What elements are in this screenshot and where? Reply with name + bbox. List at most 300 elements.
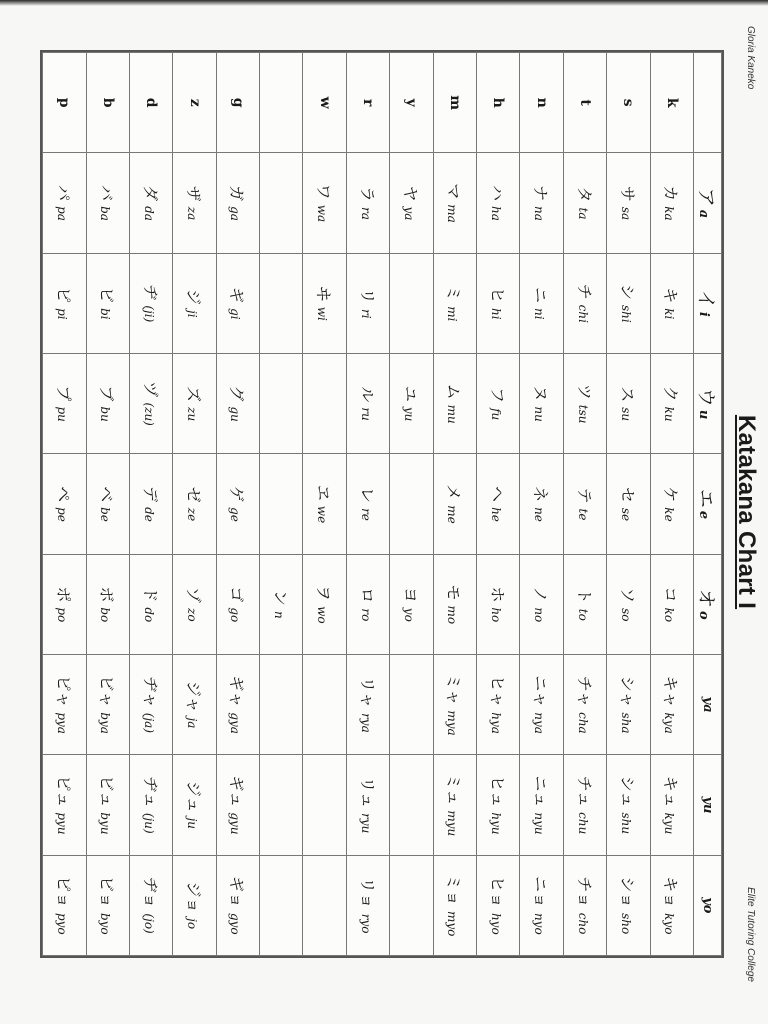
table-cell [43, 755, 87, 855]
cell-romaji: pu [54, 406, 69, 422]
row-header: d [129, 53, 172, 153]
table-cell [346, 855, 389, 955]
cell-romaji: sa [618, 206, 633, 221]
table-cell [390, 755, 433, 855]
table-cell [129, 654, 172, 754]
table-cell [477, 554, 520, 654]
table-cell [433, 554, 476, 654]
column-header-romaji: ya [700, 696, 715, 713]
table-row [129, 53, 172, 956]
cell-romaji: za [185, 206, 200, 221]
table-cell [303, 153, 346, 253]
cell-kana: チョ [574, 876, 594, 908]
column-header-a [694, 153, 722, 253]
cell-romaji: te [575, 508, 590, 521]
column-header-row [694, 53, 722, 956]
cell-romaji: ryu [358, 813, 373, 834]
table-cell [650, 353, 693, 453]
cell-romaji: me [445, 505, 460, 524]
cell-kana: ピュ [53, 775, 73, 808]
table-row [260, 53, 303, 956]
table-cell [607, 755, 650, 855]
table-cell [433, 153, 476, 253]
cell-romaji: gyu [228, 812, 243, 835]
cell-kana: ハ [487, 185, 507, 202]
table-cell [86, 353, 129, 453]
table-row [346, 53, 389, 956]
cell-romaji: ra [358, 207, 373, 220]
table-cell [390, 654, 433, 754]
cell-romaji: ki [662, 308, 677, 320]
table-cell [650, 654, 693, 754]
row-header [260, 53, 303, 153]
table-cell [520, 253, 563, 353]
cell-romaji: da [141, 206, 156, 221]
column-header-romaji: a [696, 209, 711, 219]
column-header-yo [694, 855, 722, 955]
cell-kana: メ [444, 484, 464, 501]
cell-kana: ギュ [227, 775, 247, 808]
cell-kana: ニュ [531, 775, 551, 808]
table-cell [607, 153, 650, 253]
cell-kana: ロ [357, 587, 377, 604]
cell-kana: レ [357, 487, 377, 504]
cell-romaji: mya [445, 710, 460, 736]
table-row [390, 53, 433, 956]
column-header-yu [694, 755, 722, 855]
cell-kana: パ [53, 185, 73, 202]
cell-kana: ビュ [97, 775, 117, 808]
cell-kana: プ [53, 385, 73, 402]
cell-kana: ピ [53, 287, 73, 304]
table-cell [86, 153, 129, 253]
table-cell [346, 755, 389, 855]
cell-kana: ラ [357, 186, 377, 203]
cell-romaji: chi [575, 304, 590, 323]
table-cell [129, 554, 172, 654]
table-cell [260, 755, 303, 855]
column-header-romaji: yu [700, 796, 715, 814]
column-header-u [694, 353, 722, 453]
cell-romaji: do [141, 607, 156, 623]
cell-romaji: ni [532, 308, 547, 320]
cell-romaji: mu [445, 404, 460, 424]
cell-kana: キュ [661, 775, 681, 808]
cell-kana: ピョ [53, 875, 73, 908]
cell-kana: ビョ [97, 875, 117, 908]
cell-kana: ヘ [487, 486, 507, 503]
column-header-romaji: i [696, 311, 711, 317]
table-cell [86, 755, 129, 855]
cell-romaji: (jo) [141, 913, 156, 934]
table-cell [390, 153, 433, 253]
cell-romaji: byu [98, 812, 113, 835]
cell-kana: ヅ [140, 381, 160, 398]
table-row [433, 53, 476, 956]
cell-romaji: shi [618, 304, 633, 323]
cell-romaji: go [228, 607, 243, 623]
table-cell [216, 755, 259, 855]
table-row [477, 53, 520, 956]
cell-romaji: pe [54, 507, 69, 522]
cell-romaji: so [618, 608, 633, 622]
column-header-romaji: e [696, 510, 711, 520]
table-cell [86, 855, 129, 955]
cell-romaji: pyu [54, 812, 69, 835]
cell-kana: グ [227, 385, 247, 402]
cell-romaji: gi [228, 308, 243, 320]
cell-kana: ツ [574, 383, 594, 400]
table-cell [346, 654, 389, 754]
cell-romaji: n [271, 610, 286, 619]
table-cell [650, 253, 693, 353]
table-cell [86, 654, 129, 754]
table-cell [477, 253, 520, 353]
table-cell [607, 554, 650, 654]
cell-kana: チ [574, 283, 594, 300]
table-cell [390, 454, 433, 554]
table-cell [520, 654, 563, 754]
cell-kana: ニョ [531, 875, 551, 908]
column-header-romaji: yo [700, 897, 715, 914]
cell-kana: バ [97, 185, 117, 202]
cell-kana: ペ [53, 486, 73, 503]
cell-romaji: pi [54, 308, 69, 320]
cell-romaji: ko [662, 607, 677, 623]
cell-kana: ヨ [400, 586, 420, 603]
cell-kana: コ [661, 586, 681, 603]
cell-romaji: ru [358, 407, 373, 421]
page-title: Katakana Chart I [733, 414, 760, 610]
cell-romaji: chu [575, 812, 590, 835]
table-cell [520, 855, 563, 955]
cell-romaji: ta [575, 207, 590, 220]
cell-kana: リャ [357, 676, 377, 709]
cell-kana: シャ [617, 675, 637, 708]
cell-romaji: (zu) [141, 402, 156, 426]
cell-romaji: bi [98, 308, 113, 320]
cell-kana: ヒ [487, 287, 507, 304]
cell-romaji: zo [185, 608, 200, 622]
cell-romaji: ba [98, 206, 113, 221]
cell-romaji: hi [488, 308, 503, 320]
cell-romaji: byo [98, 912, 113, 935]
table-cell [86, 454, 129, 554]
cell-romaji: sho [618, 913, 633, 935]
cell-kana: ギ [227, 287, 247, 304]
table-cell [433, 654, 476, 754]
cell-romaji: bo [98, 607, 113, 623]
table-row [173, 53, 216, 956]
cell-romaji: cho [575, 912, 590, 935]
table-cell [607, 253, 650, 353]
cell-romaji: be [98, 507, 113, 522]
table-cell [260, 454, 303, 554]
cell-kana: デ [140, 486, 160, 503]
cell-romaji: bu [98, 406, 113, 422]
table-row [650, 53, 693, 956]
cell-romaji: ja [185, 717, 200, 729]
cell-kana: ヂャ [140, 676, 160, 708]
table-cell [477, 654, 520, 754]
cell-romaji: (ja) [141, 712, 156, 734]
column-header-kana: ウ [695, 387, 717, 407]
cell-kana: ソ [617, 587, 637, 604]
table-cell [43, 855, 87, 955]
table-cell [303, 353, 346, 453]
table-cell [477, 454, 520, 554]
katakana-table-frame [40, 50, 724, 958]
cell-kana: ブ [97, 385, 117, 402]
table-cell [129, 153, 172, 253]
cell-romaji: ri [358, 309, 373, 319]
table-cell [173, 253, 216, 353]
corner-cell [694, 53, 722, 153]
table-row [216, 53, 259, 956]
table-cell [390, 253, 433, 353]
table-cell [303, 654, 346, 754]
cell-kana: ケ [661, 486, 681, 503]
cell-kana: ミュ [444, 773, 464, 806]
cell-romaji: ze [185, 507, 200, 522]
cell-kana: フ [487, 387, 507, 404]
row-header: b [86, 53, 129, 153]
cell-kana: ド [140, 586, 160, 603]
cell-romaji: de [141, 507, 156, 522]
cell-kana: ヌ [531, 385, 551, 402]
cell-romaji: ne [532, 507, 547, 522]
table-cell [650, 454, 693, 554]
table-cell [390, 353, 433, 453]
table-cell [563, 454, 606, 554]
table-cell [477, 755, 520, 855]
cell-romaji: mo [445, 605, 460, 625]
table-cell [433, 855, 476, 955]
row-header: w [303, 53, 346, 153]
cell-kana: ギャ [227, 675, 247, 708]
table-cell [173, 454, 216, 554]
table-row [563, 53, 606, 956]
row-header: z [173, 53, 216, 153]
cell-kana: カ [661, 185, 681, 202]
cell-kana: ヒャ [487, 675, 507, 708]
cell-kana: ン [270, 589, 290, 606]
cell-kana: キョ [661, 876, 681, 909]
table-cell [607, 855, 650, 955]
cell-kana: ナ [531, 185, 551, 202]
cell-romaji: (ji) [141, 305, 156, 323]
cell-romaji: po [54, 607, 69, 623]
table-cell [43, 253, 87, 353]
cell-romaji: myu [445, 810, 460, 837]
table-cell [216, 654, 259, 754]
table-cell [433, 454, 476, 554]
cell-kana: ヂュ [140, 776, 160, 808]
cell-kana: ヱ [314, 484, 334, 501]
table-cell [520, 153, 563, 253]
table-cell [303, 755, 346, 855]
table-cell [260, 654, 303, 754]
cell-romaji: mi [445, 306, 460, 322]
cell-romaji: pya [54, 712, 69, 734]
row-header: h [477, 53, 520, 153]
cell-kana: ショ [617, 876, 637, 909]
cell-kana: ダ [140, 185, 160, 202]
katakana-table [42, 52, 722, 956]
table-cell [563, 253, 606, 353]
table-cell [433, 755, 476, 855]
table-cell [216, 554, 259, 654]
row-header: p [43, 53, 87, 153]
cell-romaji: ha [488, 206, 503, 221]
cell-romaji: jo [185, 918, 200, 930]
row-header: k [650, 53, 693, 153]
cell-romaji: to [575, 608, 590, 621]
table-cell [129, 855, 172, 955]
table-cell [173, 554, 216, 654]
cell-romaji: (ju) [141, 812, 156, 834]
cell-romaji: ho [488, 607, 503, 623]
cell-kana: ジュ [184, 780, 204, 813]
cell-kana: マ [444, 183, 464, 200]
table-row [303, 53, 346, 956]
cell-kana: ク [661, 385, 681, 402]
cell-romaji: shu [618, 812, 633, 835]
cell-romaji: zu [185, 407, 200, 422]
row-header: n [520, 53, 563, 153]
cell-romaji: nyu [532, 812, 547, 835]
table-cell [563, 153, 606, 253]
cell-romaji: su [618, 407, 633, 422]
table-cell [303, 454, 346, 554]
cell-romaji: ku [662, 406, 677, 422]
cell-kana: ヂ [140, 284, 160, 301]
author-name: Gloria Kaneko [745, 26, 756, 90]
cell-romaji: nyo [532, 912, 547, 935]
cell-kana: ジ [184, 289, 204, 306]
cell-romaji: se [618, 507, 633, 522]
cell-kana: ビ [97, 287, 117, 304]
cell-romaji: kyo [662, 913, 677, 935]
cell-kana: ゼ [184, 486, 204, 503]
table-cell [129, 755, 172, 855]
table-cell [86, 253, 129, 353]
cell-kana: ヂョ [140, 876, 160, 909]
cell-romaji: yo [401, 607, 416, 622]
cell-kana: ヒョ [487, 875, 507, 908]
table-cell [650, 755, 693, 855]
table-cell [520, 353, 563, 453]
table-cell [650, 153, 693, 253]
cell-romaji: we [315, 505, 330, 524]
table-cell [346, 153, 389, 253]
cell-romaji: ge [228, 507, 243, 522]
table-cell [216, 153, 259, 253]
cell-kana: ピャ [53, 675, 73, 708]
cell-kana: チャ [574, 675, 594, 708]
cell-kana: ヒュ [487, 775, 507, 808]
cell-romaji: hyu [488, 812, 503, 835]
cell-romaji: pyo [54, 912, 69, 935]
table-cell [173, 654, 216, 754]
cell-romaji: ryo [358, 913, 373, 934]
cell-romaji: gyo [228, 912, 243, 935]
table-cell [563, 755, 606, 855]
cell-kana: ヤ [400, 185, 420, 202]
cell-romaji: ka [662, 206, 677, 221]
table-cell [43, 454, 87, 554]
cell-kana: ト [574, 587, 594, 604]
cell-romaji: gu [228, 406, 243, 422]
cell-kana: リュ [357, 776, 377, 809]
table-cell [477, 153, 520, 253]
row-header: r [346, 53, 389, 153]
cell-kana: チュ [574, 775, 594, 808]
cell-kana: モ [444, 584, 464, 601]
cell-kana: ゲ [227, 486, 247, 503]
row-header: g [216, 53, 259, 153]
table-cell [303, 554, 346, 654]
column-header-romaji: u [696, 409, 711, 420]
table-cell [43, 554, 87, 654]
table-cell [563, 855, 606, 955]
table-cell [216, 253, 259, 353]
cell-kana: ミ [444, 285, 464, 302]
cell-kana: キャ [661, 675, 681, 708]
cell-romaji: cha [575, 712, 590, 734]
cell-romaji: ya [401, 206, 416, 221]
table-cell [563, 654, 606, 754]
cell-kana: ニャ [531, 675, 551, 708]
cell-kana: テ [574, 487, 594, 504]
table-cell [346, 554, 389, 654]
table-cell [390, 554, 433, 654]
table-cell [173, 153, 216, 253]
cell-romaji: nu [532, 406, 547, 422]
cell-kana: ジャ [184, 680, 204, 713]
table-cell [43, 153, 87, 253]
cell-kana: ル [357, 386, 377, 403]
cell-kana: ミョ [444, 874, 464, 906]
table-cell [216, 855, 259, 955]
cell-kana: ジョ [184, 881, 204, 914]
cell-romaji: gya [228, 712, 243, 734]
cell-kana: ベ [97, 486, 117, 503]
table-body [43, 53, 694, 956]
table-cell [173, 855, 216, 955]
cell-kana: ヲ [314, 585, 334, 602]
cell-kana: ザ [184, 185, 204, 202]
table-cell [346, 353, 389, 453]
cell-romaji: hyo [488, 912, 503, 935]
cell-romaji: sha [618, 712, 633, 734]
table-cell [650, 554, 693, 654]
table-cell [260, 153, 303, 253]
column-header-o [694, 554, 722, 654]
column-header-romaji: o [696, 610, 711, 620]
table-cell [173, 353, 216, 453]
table-cell [477, 855, 520, 955]
college-name: Elite Tutoring College [745, 887, 756, 982]
cell-kana: ヰ [314, 285, 334, 302]
table-cell [346, 454, 389, 554]
column-header-kana: ア [695, 187, 717, 207]
table-cell [129, 353, 172, 453]
row-header: y [390, 53, 433, 153]
cell-kana: シ [617, 283, 637, 300]
cell-kana: ワ [314, 183, 334, 200]
table-row [607, 53, 650, 956]
